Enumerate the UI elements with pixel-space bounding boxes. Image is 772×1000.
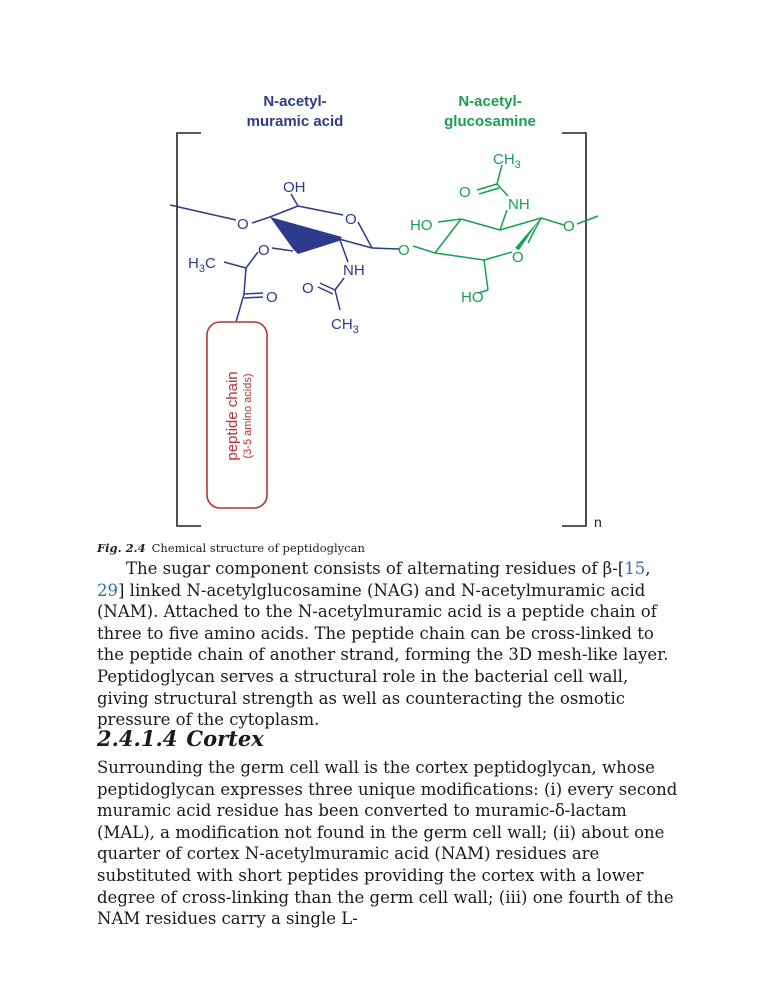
citation-link[interactable]: 15 — [624, 559, 646, 578]
peptide-chain-sublabel: (3-5 amino acids) — [242, 373, 254, 459]
right-bracket — [562, 133, 586, 526]
nag-bold-bond — [515, 219, 540, 250]
nag-carbonyl-o-label: O — [459, 184, 471, 201]
section-title: Cortex — [186, 726, 264, 751]
section-heading — [97, 726, 264, 751]
left-bracket — [177, 133, 201, 526]
figure-caption-text: Chemical structure of peptidoglycan — [151, 541, 365, 555]
section-number: 2.4.1.4 — [97, 726, 178, 751]
glycosidic-o-label: O — [398, 242, 410, 259]
nam-carbonyl-o-label: O — [302, 280, 314, 297]
nam-ring-o-label: O — [345, 211, 357, 228]
citation-separator: , — [645, 559, 651, 578]
nag-ring-o-label: O — [512, 249, 524, 266]
paragraph1-text-end: ] linked N-acetylglucosamine (NAG) and N-acetylmuramic acid (NAM). Attached to the N-acetylmuramic acid is a peptide chain of three to five amino acids. The peptide chain can be cross-linked to the peptide chain of another strand, forming the 3D mesh-like layer. Peptidoglycan serves a structural role in the bacterial cell wall, giving structural strength as well as counteracting the osmotic pressure of the cytoplasm. — [97, 580, 669, 730]
nag-nh-label: NH — [508, 196, 530, 213]
nam-lactyl-carbonyl-o-label: O — [266, 289, 278, 306]
citation-link[interactable]: 29 — [97, 580, 118, 600]
figure-caption — [97, 541, 697, 555]
nam-label-line2: muramic acid — [246, 113, 344, 130]
nam-o4-label: O — [237, 216, 249, 233]
nam-nh-label: NH — [343, 262, 365, 279]
nag-ho-label: HO — [410, 217, 433, 234]
nam-oh-label: OH — [283, 179, 306, 196]
paragraph1-text-start: The sugar component consists of alternating residues of β-[ — [126, 559, 625, 578]
nag-label-line2: glucosamine — [444, 113, 536, 130]
nam-h3c-label: $H_3C$ — [188, 255, 216, 275]
nag-o1-label: O — [563, 218, 575, 235]
paragraph-cortex: Surrounding the germ cell wall is the cortex peptidoglycan, whose peptidoglycan expresses three unique modifications: (i) every second muramic acid residue has been converted to muramic-δ-lactam (MAL), a modification not found in the germ cell wall; (ii) about one quarter of cortex N-acetylmuramic acid (NAM) residues are substituted with short peptides providing the cortex with a lower degree of cross-linking than the germ cell wall; (iii) one fourth of the NAM residues carry a single L- — [97, 758, 678, 929]
nam-label-line1: N-acetyl- — [263, 93, 327, 110]
nag-c6-ho-label: HO — [461, 289, 484, 306]
peptide-chain-label: peptide chain — [224, 371, 241, 461]
nag-label-line1: N-acetyl- — [458, 93, 522, 110]
nam-ch3-label: $CH_3$ — [331, 316, 359, 336]
nam-o3-label: O — [258, 242, 270, 259]
figure-number: Fig. 2.4 — [97, 541, 146, 555]
paragraph-sugar-component — [97, 558, 679, 731]
repeat-subscript: n — [594, 514, 602, 530]
nag-ch3-label: $CH_3$ — [493, 151, 521, 171]
